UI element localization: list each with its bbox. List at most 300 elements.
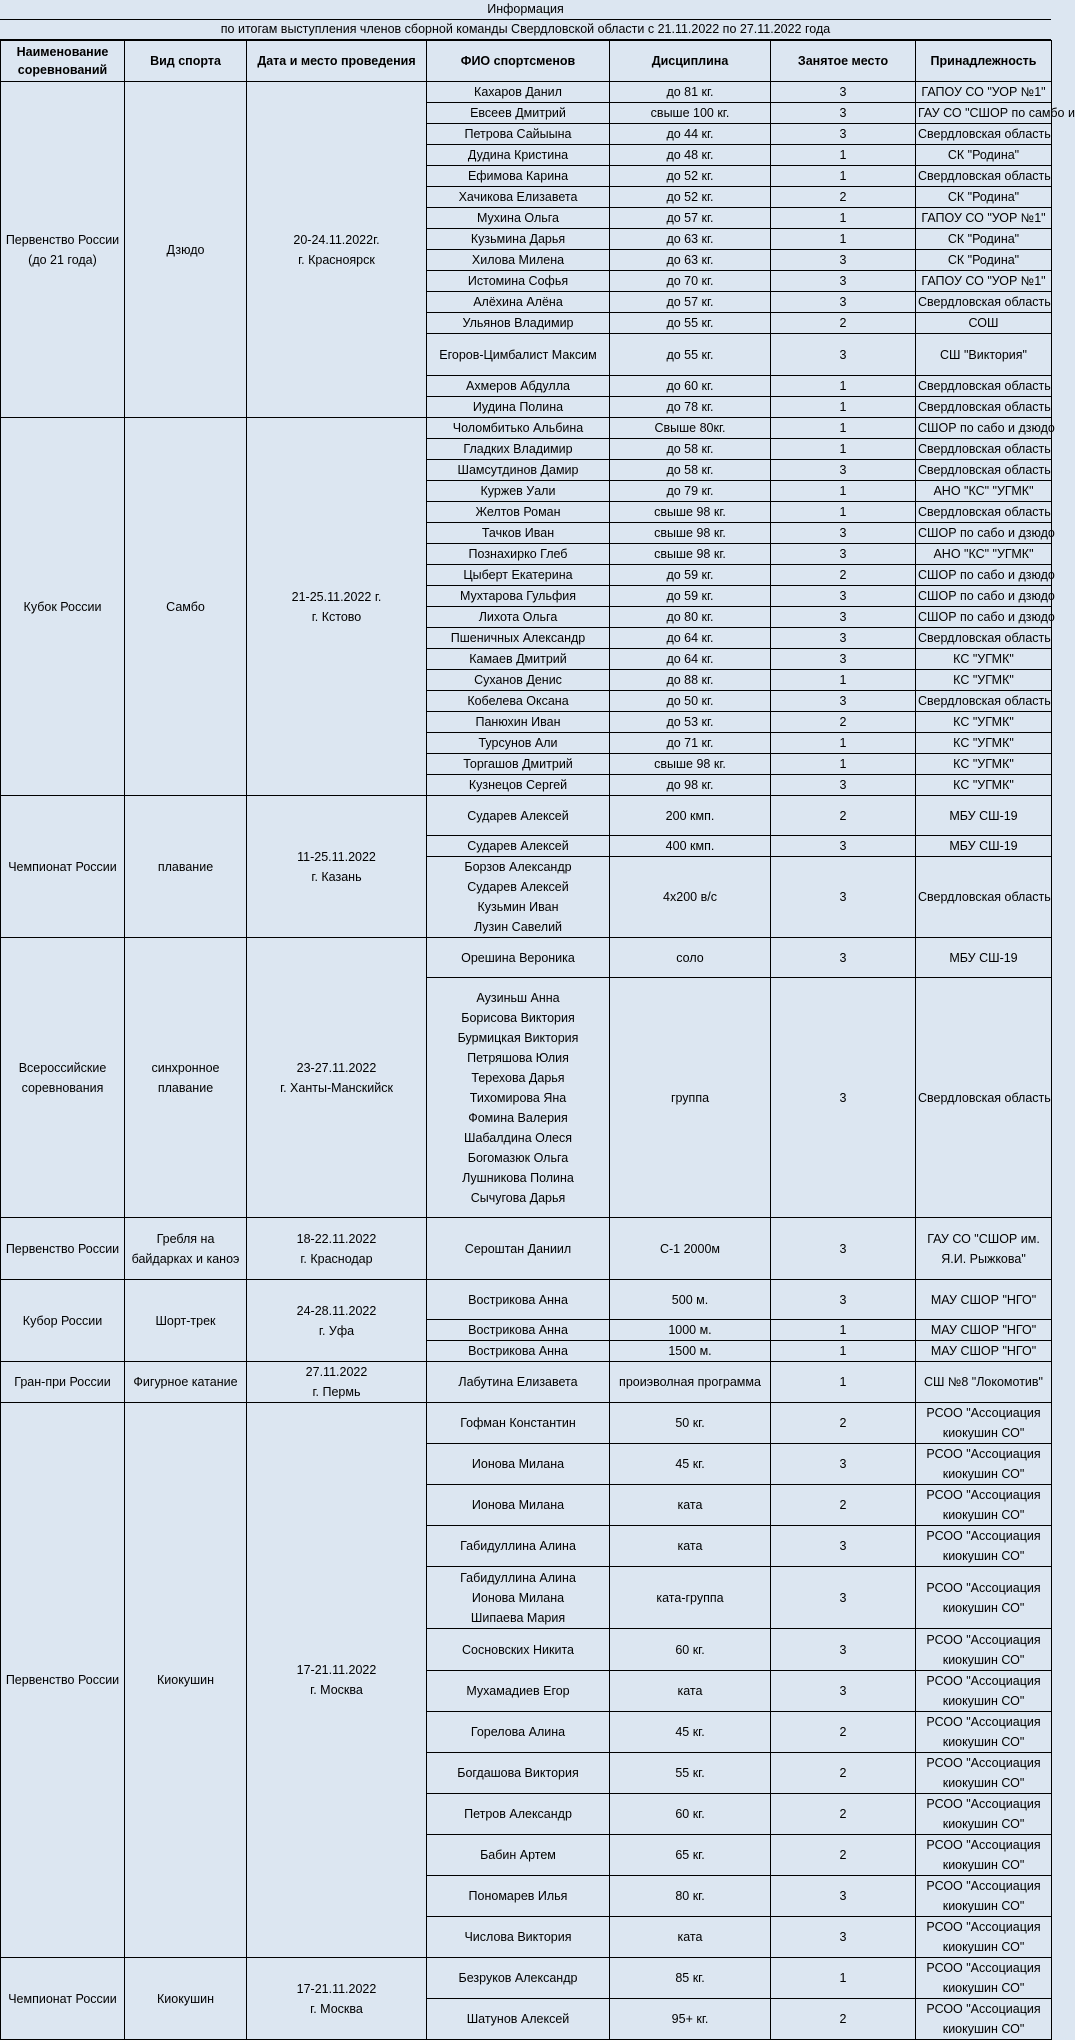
place-cell: 2 [771,1794,916,1835]
organization-cell: СК "Родина" [916,145,1052,166]
event-date: 17-21.11.2022 [296,1663,377,1677]
organization-cell: СК "Родина" [916,187,1052,208]
discipline-cell: ката [610,1526,771,1567]
place-cell: 3 [771,586,916,607]
results-table [0,40,1075,2040]
organization-cell: ГАУ СО "СШОР им. Я.И. Рыжкова" [916,1218,1052,1280]
organization-cell: РСОО "Ассоциация киокушин СО" [916,1671,1052,1712]
place-cell: 1 [771,208,916,229]
place-cell: 2 [771,712,916,733]
place-cell: 2 [771,1835,916,1876]
sport-cell: синхронное плавание [125,938,247,1218]
organization-cell: Свердловская область [916,166,1052,187]
discipline-cell: 60 кг. [610,1629,771,1671]
place-cell: 3 [771,460,916,481]
date-place-cell [247,1280,427,1362]
athlete-name: Лушникова Полина [462,1170,574,1185]
place-cell: 3 [771,691,916,712]
athlete-name: Мухина Ольга [477,211,559,225]
athletes-cell [427,502,610,523]
athlete-name: Турсунов Али [478,736,558,750]
athletes-cell [427,1218,610,1280]
discipline-cell: до 88 кг. [610,670,771,691]
place-cell: 3 [771,250,916,271]
athlete-name: Шатунов Алексей [466,2012,570,2026]
discipline-cell: 1000 м. [610,1320,771,1341]
discipline-cell: до 79 кг. [610,481,771,502]
place-cell: 2 [771,796,916,836]
organization-cell: КС "УГМК" [916,733,1052,754]
date-place-cell [247,938,427,1218]
sport-cell: Киокушин [125,1403,247,1958]
athlete-name: Бурмицкая Виктория [457,1030,579,1045]
event-date: 24-28.11.2022 [296,1303,377,1318]
athletes-cell [427,938,610,978]
athlete-name: Гофман Константин [460,1416,576,1430]
discipline-cell: 95+ кг. [610,1999,771,2040]
athlete-name: Ионова Милана [471,1498,565,1512]
organization-cell: Свердловская область [916,460,1052,481]
table-row [1,1280,1052,1320]
discipline-cell: до 70 кг. [610,271,771,292]
event-date: 20-24.11.2022г. [293,232,380,247]
place-cell: 3 [771,857,916,938]
organization-cell: Свердловская область [916,502,1052,523]
athlete-name: Петров Александр [464,1807,572,1821]
athletes-cell [427,376,610,397]
athlete-name: Борзов Александр [464,860,572,874]
athlete-name: Богомазюк Ольга [467,1150,569,1165]
discipline-cell: группа [610,978,771,1218]
discipline-cell: до 57 кг. [610,292,771,313]
discipline-cell: до 71 кг. [610,733,771,754]
organization-cell: МАУ СШОР "НГО" [916,1341,1052,1362]
discipline-cell: Свыше 80кг. [610,418,771,439]
athletes-cell [427,1753,610,1794]
organization-cell: Свердловская область [916,628,1052,649]
athlete-name: Фомина Валерия [468,1110,568,1125]
discipline-cell: 500 м. [610,1280,771,1320]
organization-cell: РСОО "Ассоциация киокушин СО" [916,1712,1052,1753]
organization-cell: АНО "КС" "УГМК" [916,544,1052,565]
competition-cell: Первенство России [1,1403,125,1958]
organization-cell: КС "УГМК" [916,712,1052,733]
athlete-name: Шамсутдинов Дамир [457,463,579,477]
athlete-name: Истомина Софья [467,274,569,288]
organization-cell: МБУ СШ-19 [916,796,1052,836]
athletes-cell [427,649,610,670]
organization-cell: РСОО "Ассоциация киокушин СО" [916,1753,1052,1794]
place-cell: 3 [771,1280,916,1320]
competition-cell: Чемпионат России [1,1958,125,2040]
place-cell: 1 [771,439,916,460]
athlete-name: Кобелева Оксана [467,694,569,708]
athletes-cell [427,607,610,628]
athletes-cell [427,1712,610,1753]
athletes-cell [427,271,610,292]
athlete-name: Желтов Роман [475,505,561,519]
discipline-cell: 85 кг. [610,1958,771,1999]
place-cell: 1 [771,754,916,775]
event-location: г. Ханты-Манскийск [280,1080,393,1095]
athlete-name: Ионова Милана [471,1457,565,1471]
discipline-cell: ката [610,1917,771,1958]
discipline-cell: до 80 кг. [610,607,771,628]
place-cell: 1 [771,145,916,166]
athlete-name: Суханов Денис [474,673,562,687]
organization-cell: РСОО "Ассоциация киокушин СО" [916,1999,1052,2040]
athletes-cell [427,481,610,502]
place-cell: 3 [771,836,916,857]
header-sport: Вид спорта [125,41,247,82]
competition-cell: Гран-при России [1,1362,125,1403]
discipline-cell: до 98 кг. [610,775,771,796]
organization-cell: СК "Родина" [916,250,1052,271]
discipline-cell: до 58 кг. [610,439,771,460]
discipline-cell: 45 кг. [610,1712,771,1753]
discipline-cell: 45 кг. [610,1444,771,1485]
athlete-name: Борисова Виктория [461,1010,575,1025]
organization-cell: РСОО "Ассоциация киокушин СО" [916,1917,1052,1958]
athletes-cell [427,166,610,187]
athlete-name: Ионова Милана [471,1590,565,1605]
place-cell: 1 [771,1320,916,1341]
discipline-cell: соло [610,938,771,978]
date-place-cell [247,1362,427,1403]
athletes-cell [427,691,610,712]
table-row [1,1958,1052,1999]
athletes-cell [427,397,610,418]
organization-cell: МБУ СШ-19 [916,938,1052,978]
athlete-name: Торгашов Дмитрий [463,757,573,771]
place-cell: 2 [771,565,916,586]
organization-cell: РСОО "Ассоциация киокушин СО" [916,1444,1052,1485]
athlete-name: Числова Виктория [464,1930,572,1944]
athlete-name: Богдашова Виктория [457,1766,579,1780]
event-date: 17-21.11.2022 [296,1981,377,1996]
sport-cell: Дзюдо [125,82,247,418]
place-cell: 3 [771,1917,916,1958]
athletes-cell [427,1403,610,1444]
athlete-name: Габидуллина Алина [460,1539,576,1553]
discipline-cell: свыше 98 кг. [610,502,771,523]
discipline-cell: 200 кмп. [610,796,771,836]
athletes-cell [427,250,610,271]
competition-cell: Всероссийские соревнования [1,938,125,1218]
organization-cell: ГАПОУ СО "УОР №1" [916,82,1052,103]
place-cell: 1 [771,670,916,691]
sport-cell: Шорт-трек [125,1280,247,1362]
discipline-cell: до 48 кг. [610,145,771,166]
place-cell: 3 [771,607,916,628]
athlete-name: Вострикова Анна [468,1323,568,1337]
place-cell: 1 [771,397,916,418]
place-cell: 1 [771,1958,916,1999]
discipline-cell: 1500 м. [610,1341,771,1362]
athletes-cell [427,1280,610,1320]
athletes-cell [427,187,610,208]
athlete-name: Шипаева Мария [470,1610,566,1625]
date-place-cell [247,1403,427,1958]
event-date: 27.11.2022 [305,1365,368,1379]
athletes-cell [427,836,610,857]
organization-cell: МАУ СШОР "НГО" [916,1320,1052,1341]
organization-cell: СК "Родина" [916,229,1052,250]
athletes-cell [427,586,610,607]
event-location: г. Кстово [311,609,362,624]
athletes-cell [427,1835,610,1876]
organization-cell: СОШ [916,313,1052,334]
athlete-name: Петрова Сайыына [464,127,572,141]
discipline-cell: до 63 кг. [610,229,771,250]
place-cell: 3 [771,775,916,796]
athletes-cell [427,1526,610,1567]
discipline-cell: 60 кг. [610,1794,771,1835]
table-row [1,1403,1052,1444]
athlete-name: Ефимова Карина [467,169,569,183]
place-cell: 3 [771,1526,916,1567]
date-place-cell [247,418,427,796]
organization-cell: СШОР по сабо и дзюдо [916,565,1052,586]
discipline-cell: до 53 кг. [610,712,771,733]
athletes-cell [427,1999,610,2040]
organization-cell: СШОР по сабо и дзюдо [916,523,1052,544]
athlete-name: Мухамадиев Егор [466,1684,570,1698]
event-date: 11-25.11.2022 [297,849,376,864]
place-cell: 1 [771,418,916,439]
header-discipline: Дисциплина [610,41,771,82]
table-body [1,82,1075,2040]
place-cell: 2 [771,187,916,208]
place-cell: 3 [771,271,916,292]
discipline-cell: до 59 кг. [610,565,771,586]
athlete-name: Сударев Алексей [467,839,569,853]
discipline-cell: до 57 кг. [610,208,771,229]
athlete-name: Гладких Владимир [463,442,573,456]
organization-cell: РСОО "Ассоциация киокушин СО" [916,1629,1052,1671]
athlete-name: Сосновских Никита [461,1642,574,1657]
organization-cell: КС "УГМК" [916,775,1052,796]
date-place-cell [247,1958,427,2040]
athlete-name: Пономарев Илья [468,1889,568,1903]
table-row [1,82,1052,103]
athletes-cell [427,1917,610,1958]
athletes-cell [427,775,610,796]
place-cell: 1 [771,1362,916,1403]
athletes-cell [427,313,610,334]
place-cell: 3 [771,1629,916,1671]
organization-cell: РСОО "Ассоциация киокушин СО" [916,1403,1052,1444]
discipline-cell: до 81 кг. [610,82,771,103]
discipline-cell: 80 кг. [610,1876,771,1917]
place-cell: 3 [771,1218,916,1280]
organization-cell: Свердловская область [916,439,1052,460]
athletes-cell [427,1341,610,1362]
discipline-cell: 65 кг. [610,1835,771,1876]
athlete-name: Куржев Уали [480,484,556,498]
athletes-cell [427,754,610,775]
athlete-name: Шабалдина Олеся [464,1130,572,1145]
athlete-name: Бабин Артем [480,1848,556,1862]
athlete-name: Панюхин Иван [475,715,561,729]
athlete-name: Дудина Кристина [467,148,569,162]
athletes-cell [427,1629,610,1671]
place-cell: 1 [771,376,916,397]
athletes-cell [427,1485,610,1526]
athlete-name: Кахаров Данил [474,85,562,99]
organization-cell: МБУ СШ-19 [916,836,1052,857]
header-place: Занятое место [771,41,916,82]
discipline-cell: ката [610,1485,771,1526]
event-location: г. Краснодар [300,1251,373,1266]
place-cell: 2 [771,1712,916,1753]
athletes-cell [427,208,610,229]
date-place-cell [247,82,427,418]
athlete-name: Хачикова Елизавета [458,190,578,204]
athletes-cell [427,523,610,544]
place-cell: 3 [771,628,916,649]
athletes-cell [427,1671,610,1712]
organization-cell: ГАУ СО "СШОР по самбо и [916,103,1052,124]
place-cell: 1 [771,1341,916,1362]
athlete-name: Вострикова Анна [468,1292,568,1307]
place-cell: 3 [771,124,916,145]
place-cell: 3 [771,978,916,1218]
organization-cell: Свердловская область [916,978,1052,1218]
discipline-cell: до 50 кг. [610,691,771,712]
discipline-cell: до 55 кг. [610,334,771,376]
athlete-name: Безруков Александр [458,1971,578,1985]
sport-cell: Фигурное катание [125,1362,247,1403]
discipline-cell: до 55 кг. [610,313,771,334]
organization-cell: СШОР по сабо и дзюдо [916,418,1052,439]
athletes-cell [427,439,610,460]
organization-cell: РСОО "Ассоциация киокушин СО" [916,1876,1052,1917]
athletes-cell [427,857,610,938]
organization-cell: КС "УГМК" [916,649,1052,670]
place-cell: 3 [771,1671,916,1712]
athlete-name: Пшеничных Александр [450,631,586,645]
athlete-name: Евсеев Дмитрий [470,106,566,120]
place-cell: 3 [771,1444,916,1485]
place-cell: 3 [771,334,916,376]
organization-cell: Свердловская область [916,397,1052,418]
athlete-name: Ульянов Владимир [462,316,574,330]
athlete-name: Алёхина Алёна [473,295,563,309]
organization-cell: Свердловская область [916,124,1052,145]
organization-cell: РСОО "Ассоциация киокушин СО" [916,1485,1052,1526]
athlete-name: Сероштан Даниил [464,1241,572,1256]
event-date: 23-27.11.2022 [296,1060,377,1075]
sport-cell: Самбо [125,418,247,796]
competition-cell: Первенство России (до 21 года) [1,82,125,418]
athletes-cell [427,978,610,1218]
place-cell: 1 [771,166,916,187]
organization-cell: СШ №8 "Локомотив" [916,1362,1052,1403]
sport-cell: Гребля на байдарках и каноэ [125,1218,247,1280]
table-header-row [1,41,1052,82]
place-cell: 1 [771,481,916,502]
athletes-cell [427,1444,610,1485]
place-cell: 3 [771,82,916,103]
organization-cell: РСОО "Ассоциация киокушин СО" [916,1958,1052,1999]
place-cell: 2 [771,1485,916,1526]
event-location: г. Москва [310,1683,363,1697]
athletes-cell [427,1876,610,1917]
discipline-cell: до 59 кг. [610,586,771,607]
document-subtitle: по итогам выступления членов сборной команды Свердловской области с 21.11.2022 по 27.11.2022 года [0,20,1051,40]
table-row [1,1218,1052,1280]
event-location: г. Казань [311,869,362,884]
event-location: г. Москва [310,2001,363,2016]
place-cell: 3 [771,1567,916,1629]
date-place-cell [247,796,427,938]
organization-cell: АНО "КС" "УГМК" [916,481,1052,502]
organization-cell: РСОО "Ассоциация киокушин СО" [916,1794,1052,1835]
place-cell: 2 [771,1999,916,2040]
place-cell: 2 [771,1403,916,1444]
athlete-name: Кузьмин Иван [477,900,559,914]
place-cell: 1 [771,733,916,754]
discipline-cell: С-1 2000м [610,1218,771,1280]
athletes-cell [427,670,610,691]
organization-cell: СШОР по сабо и дзюдо [916,607,1052,628]
athlete-name: Цыберт Екатерина [463,568,573,582]
athlete-name: Вострикова Анна [468,1344,568,1358]
athletes-cell [427,334,610,376]
discipline-cell: свыше 100 кг. [610,103,771,124]
discipline-cell: до 63 кг. [610,250,771,271]
organization-cell: СШОР по сабо и дзюдо [916,586,1052,607]
discipline-cell: 50 кг. [610,1403,771,1444]
place-cell: 3 [771,544,916,565]
athlete-name: Лузин Савелий [473,920,563,934]
athlete-name: Ахмеров Абдулла [466,379,570,393]
document-title: Информация [0,0,1051,20]
athlete-name: Тихомирова Яна [469,1090,567,1105]
discipline-cell: 400 кмп. [610,836,771,857]
athlete-name: Хилова Милена [471,253,565,267]
organization-cell: Свердловская область [916,376,1052,397]
athlete-name: Сычугова Дарья [470,1190,566,1205]
place-cell: 3 [771,649,916,670]
athletes-cell [427,565,610,586]
discipline-cell: до 60 кг. [610,376,771,397]
athletes-cell [427,229,610,250]
table-row [1,418,1052,439]
discipline-cell: ката [610,1671,771,1712]
discipline-cell: свыше 98 кг. [610,523,771,544]
organization-cell: СШ "Виктория" [916,334,1052,376]
athlete-name: Кузнецов Сергей [468,778,568,792]
header-competition: Наименование соревнований [1,41,125,82]
discipline-cell: до 78 кг. [610,397,771,418]
athlete-name: Терехова Дарья [471,1070,565,1085]
athletes-cell [427,1362,610,1403]
event-date: 21-25.11.2022 г. [291,589,382,604]
athletes-cell [427,418,610,439]
discipline-cell: 4х200 в/с [610,857,771,938]
table-row [1,796,1052,836]
table-row [1,1362,1052,1403]
athletes-cell [427,796,610,836]
athlete-name: Иудина Полина [472,400,564,414]
organization-cell: Свердловская область [916,691,1052,712]
athlete-name: Габидуллина Алина [460,1570,576,1585]
discipline-cell: проиэволная программа [610,1362,771,1403]
place-cell: 1 [771,502,916,523]
athlete-name: Сударев Алексей [467,808,569,823]
